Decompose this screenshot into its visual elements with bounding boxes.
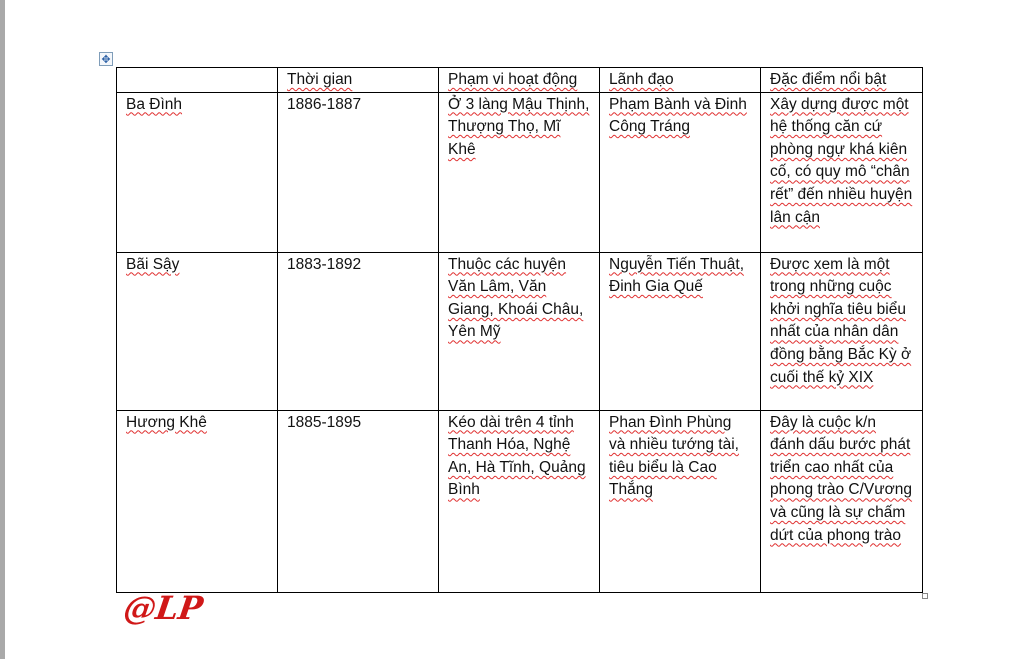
uprising-name-cell: Ba Đình — [117, 92, 278, 252]
uprising-name-cell: Hương Khê — [117, 410, 278, 592]
header-cell-time: Thời gian — [278, 68, 439, 93]
watermark-logo: @LP — [121, 589, 206, 627]
header-cell-empty — [117, 68, 278, 93]
table-move-icon[interactable]: ✥ — [99, 52, 113, 66]
header-cell-leaders: Lãnh đạo — [600, 68, 761, 93]
uprising-name-cell: Bãi Sậy — [117, 252, 278, 410]
time-cell: 1883-1892 — [278, 252, 439, 410]
features-cell: Đây là cuộc k/n đánh dấu bước phát triển cao nhất của phong trào C/Vương và cũng là sự chấm dứt của phong trào — [761, 410, 923, 592]
leaders-cell: Nguyễn Tiến Thuật, Đinh Gia Quế — [600, 252, 761, 410]
header-cell-features: Đặc điểm nổi bật — [761, 68, 923, 93]
table-header-row — [117, 68, 923, 93]
time-cell: 1886-1887 — [278, 92, 439, 252]
table-row — [117, 92, 923, 252]
time-cell: 1885-1895 — [278, 410, 439, 592]
table-resize-icon[interactable] — [922, 593, 928, 599]
leaders-cell: Phan Đình Phùng và nhiều tướng tài, tiêu biểu là Cao Thắng — [600, 410, 761, 592]
scope-cell: Kéo dài trên 4 tỉnh Thanh Hóa, Nghệ An, Hà Tĩnh, Quảng Bình — [439, 410, 600, 592]
window-left-border — [0, 0, 5, 659]
header-cell-scope: Phạm vi hoạt động — [439, 68, 600, 93]
features-cell: Xây dựng được một hệ thống căn cứ phòng ngự khá kiên cố, có quy mô “chân rết” đến nhiều huyện lân cận — [761, 92, 923, 252]
history-table — [116, 67, 923, 593]
features-cell: Được xem là một trong những cuộc khởi nghĩa tiêu biểu nhất của nhân dân đồng bằng Bắc Kỳ ở cuối thế kỷ XIX — [761, 252, 923, 410]
scope-cell: Thuộc các huyện Văn Lâm, Văn Giang, Khoái Châu, Yên Mỹ — [439, 252, 600, 410]
scope-cell: Ở 3 làng Mậu Thịnh, Thượng Thọ, Mĩ Khê — [439, 92, 600, 252]
leaders-cell: Phạm Bành và Đinh Công Tráng — [600, 92, 761, 252]
table-row — [117, 252, 923, 410]
table-row — [117, 410, 923, 592]
